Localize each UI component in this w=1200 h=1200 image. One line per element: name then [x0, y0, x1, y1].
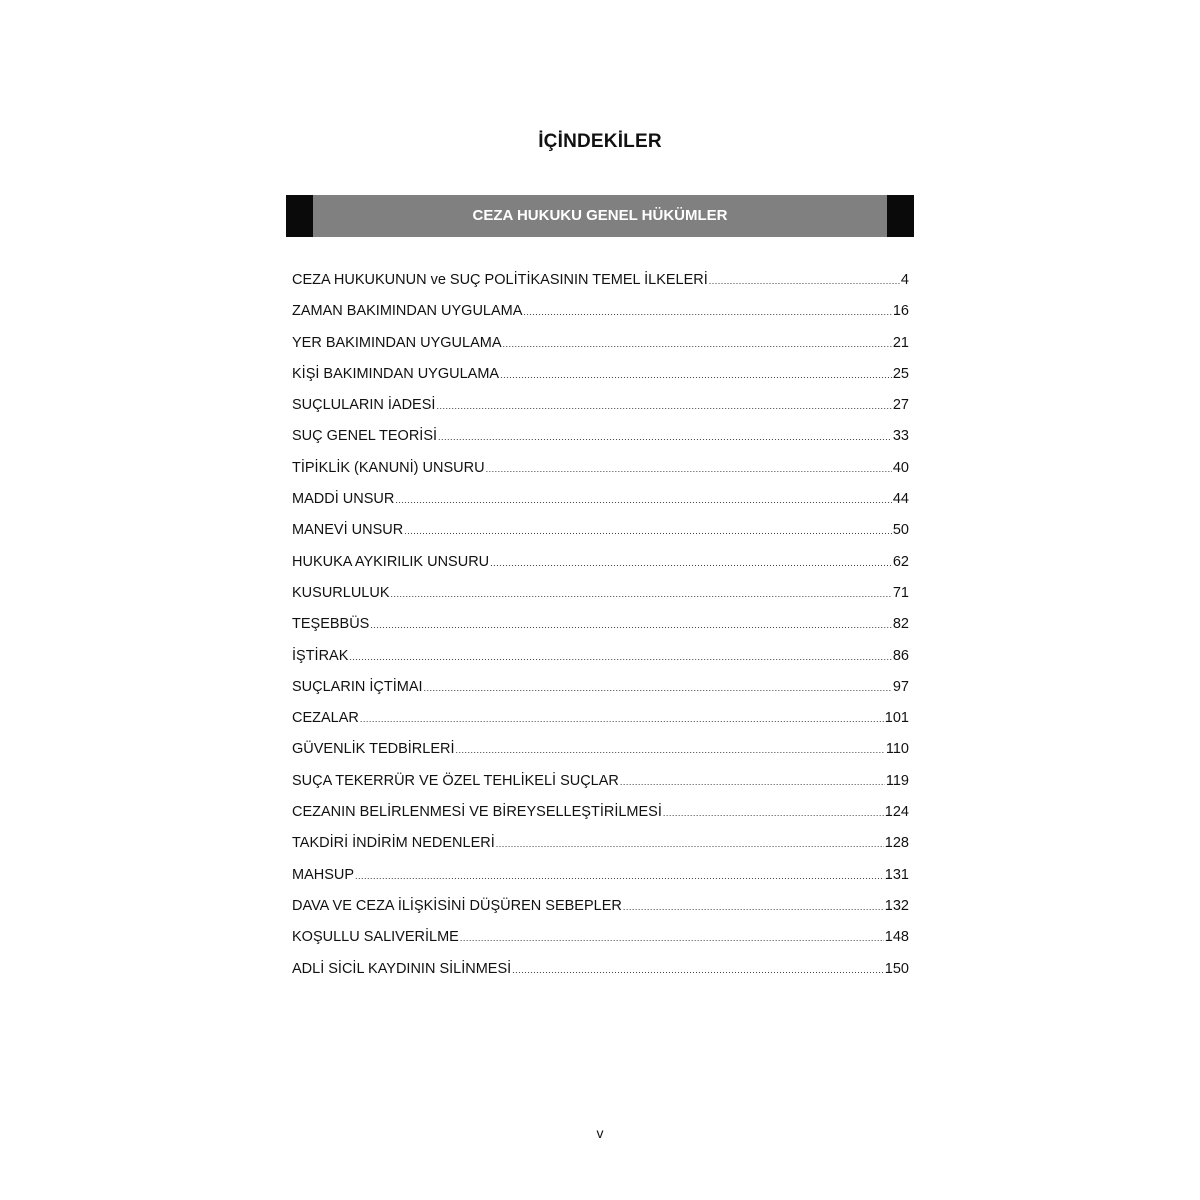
- dot-leader: [349, 642, 891, 673]
- toc-entry-page: 124: [884, 804, 909, 821]
- dot-leader: [355, 861, 884, 892]
- section-banner: [286, 195, 914, 237]
- toc-entry[interactable]: [292, 453, 909, 484]
- banner-right-cap: [887, 195, 914, 237]
- toc-entry-title: TEŞEBBÜS: [292, 616, 370, 633]
- toc-entry-title: YER BAKIMINDAN UYGULAMA: [292, 334, 502, 351]
- toc-entry-title: KOŞULLU SALIVERİLME: [292, 929, 459, 946]
- page-title: İÇİNDEKİLER: [538, 131, 662, 152]
- dot-leader: [486, 454, 892, 485]
- toc-entry[interactable]: [292, 484, 909, 515]
- toc-entry[interactable]: [292, 766, 909, 797]
- dot-leader: [512, 955, 884, 986]
- toc-entry-title: SUÇLARIN İÇTİMAI: [292, 678, 423, 695]
- toc-entry-page: 62: [892, 553, 909, 570]
- dot-leader: [404, 516, 892, 547]
- toc-entry-title: MADDİ UNSUR: [292, 491, 395, 508]
- dot-leader: [496, 829, 884, 860]
- toc-entry-title: SUÇ GENEL TEORİSİ: [292, 428, 438, 445]
- toc-entry[interactable]: [292, 265, 909, 296]
- toc-entry-page: 128: [884, 835, 909, 852]
- toc-entry[interactable]: [292, 359, 909, 390]
- toc-entry-title: TAKDİRİ İNDİRİM NEDENLERİ: [292, 835, 495, 852]
- toc-entry[interactable]: [292, 891, 909, 922]
- toc-entry[interactable]: [292, 797, 909, 828]
- toc-entry-page: 33: [892, 428, 909, 445]
- toc-entry[interactable]: [292, 922, 909, 953]
- toc-entry-page: 119: [885, 772, 909, 789]
- toc-entry-title: GÜVENLİK TEDBİRLERİ: [292, 741, 455, 758]
- toc-entry[interactable]: [292, 547, 909, 578]
- dot-leader: [395, 485, 892, 516]
- toc-entry-page: 44: [892, 491, 909, 508]
- dot-leader: [370, 610, 892, 641]
- toc-entry-title: KUSURLULUK: [292, 584, 390, 601]
- toc-entry[interactable]: [292, 641, 909, 672]
- page-number: v: [596, 1125, 604, 1141]
- toc-entry-page: 40: [892, 459, 909, 476]
- toc-entry[interactable]: [292, 390, 909, 421]
- dot-leader: [456, 735, 885, 766]
- toc-entry[interactable]: [292, 328, 909, 359]
- dot-leader: [360, 704, 884, 735]
- toc-entry[interactable]: [292, 515, 909, 546]
- toc-entry-page: 86: [892, 647, 909, 664]
- dot-leader: [663, 798, 884, 829]
- toc-entry-page: 71: [892, 584, 909, 601]
- toc-entry-page: 16: [892, 303, 909, 320]
- toc-entry-title: SUÇA TEKERRÜR VE ÖZEL TEHLİKELİ SUÇLAR: [292, 772, 619, 789]
- toc-entry-title: KİŞİ BAKIMINDAN UYGULAMA: [292, 365, 500, 382]
- toc-entry[interactable]: [292, 860, 909, 891]
- banner-left-cap: [286, 195, 313, 237]
- dot-leader: [709, 266, 900, 297]
- toc-entry-page: 132: [884, 897, 909, 914]
- dot-leader: [620, 767, 885, 798]
- toc-entry-page: 21: [892, 334, 909, 351]
- toc-entry-page: 150: [884, 960, 909, 977]
- dot-leader: [424, 673, 892, 704]
- toc-entry[interactable]: [292, 421, 909, 452]
- toc-entry-title: MANEVİ UNSUR: [292, 522, 404, 539]
- toc-entry-title: CEZALAR: [292, 710, 359, 727]
- dot-leader: [438, 422, 892, 453]
- toc-entry-title: MAHSUP: [292, 866, 355, 883]
- toc-entry[interactable]: [292, 578, 909, 609]
- toc-entry-page: 25: [892, 365, 909, 382]
- toc-entry-page: 4: [900, 272, 909, 288]
- toc-entry[interactable]: [292, 954, 909, 985]
- section-title: CEZA HUKUKU GENEL HÜKÜMLER: [472, 207, 728, 224]
- toc-entry-page: 101: [884, 710, 909, 727]
- toc-entry[interactable]: [292, 828, 909, 859]
- toc-entry[interactable]: [292, 672, 909, 703]
- toc-entry-page: 27: [892, 397, 909, 414]
- toc-entry-title: CEZA HUKUKUNUN ve SUÇ POLİTİKASININ TEMEL İLKELERİ: [292, 272, 708, 288]
- dot-leader: [490, 548, 892, 579]
- toc-entry-page: 148: [884, 929, 909, 946]
- toc-entry-page: 50: [892, 522, 909, 539]
- dot-leader: [500, 360, 892, 391]
- dot-leader: [503, 329, 892, 360]
- dot-leader: [623, 892, 884, 923]
- toc-entry-title: CEZANIN BELİRLENMESİ VE BİREYSELLEŞTİRİLMESİ: [292, 804, 662, 821]
- toc-entry-title: TİPİKLİK (KANUNİ) UNSURU: [292, 459, 485, 476]
- toc-entry-page: 82: [892, 616, 909, 633]
- toc-entry[interactable]: [292, 734, 909, 765]
- toc-entry-title: SUÇLULARIN İADESİ: [292, 397, 436, 414]
- table-of-contents: [292, 265, 909, 985]
- dot-leader: [460, 923, 884, 954]
- toc-entry[interactable]: [292, 703, 909, 734]
- toc-entry[interactable]: [292, 296, 909, 327]
- toc-entry-page: 97: [892, 678, 909, 695]
- toc-entry-title: İŞTİRAK: [292, 647, 349, 664]
- toc-entry-page: 131: [884, 866, 909, 883]
- toc-entry-title: DAVA VE CEZA İLİŞKİSİNİ DÜŞÜREN SEBEPLER: [292, 897, 622, 914]
- toc-entry-title: ZAMAN BAKIMINDAN UYGULAMA: [292, 303, 523, 320]
- toc-entry-page: 110: [885, 741, 909, 758]
- toc-entry[interactable]: [292, 609, 909, 640]
- toc-entry-title: ADLİ SİCİL KAYDININ SİLİNMESİ: [292, 960, 512, 977]
- dot-leader: [436, 391, 891, 422]
- dot-leader: [391, 579, 892, 610]
- toc-entry-title: HUKUKA AYKIRILIK UNSURU: [292, 553, 490, 570]
- dot-leader: [523, 297, 891, 328]
